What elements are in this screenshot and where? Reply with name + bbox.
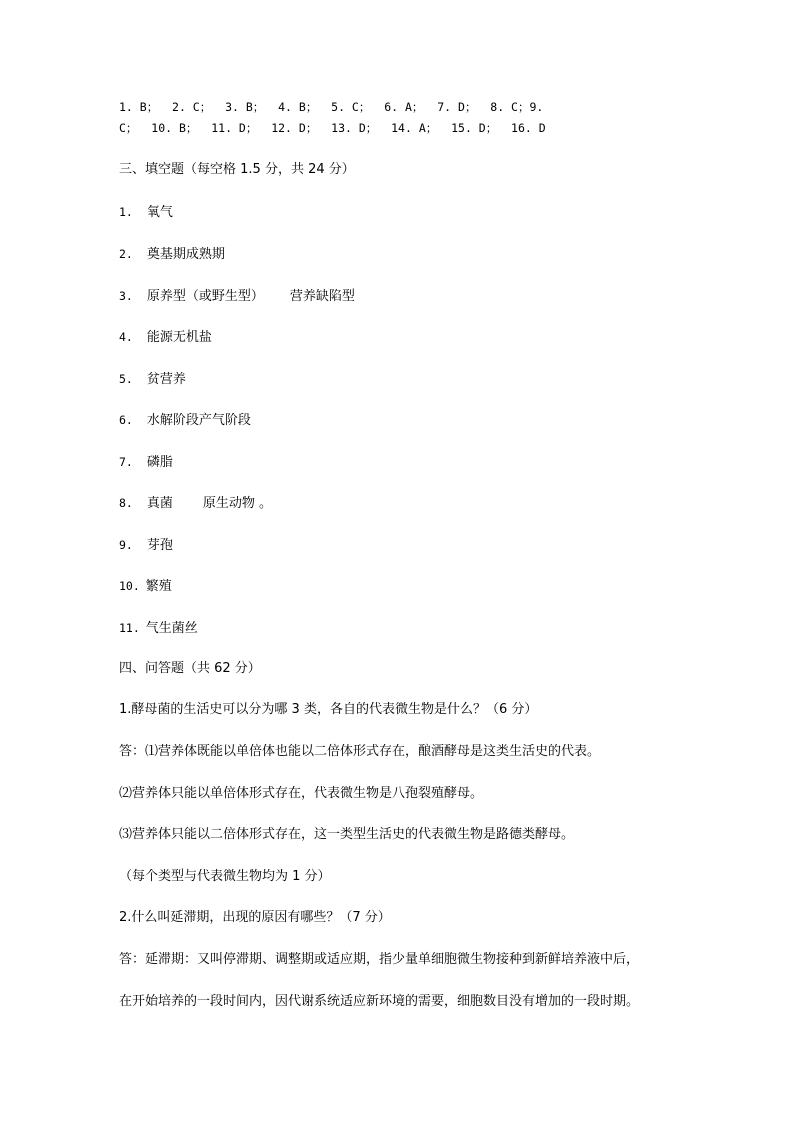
fill-item-number: 7.: [119, 455, 133, 469]
fill-item-8: [119, 494, 272, 513]
fill-item-number: 5.: [119, 372, 133, 386]
fill-item-answer: 奠基期成熟期: [146, 247, 225, 262]
fill-item-2: [119, 245, 225, 264]
q2-answer-line-1: 答：延滞期：又叫停滞期、调整期或适应期，指少量单细胞微生物接种到新鲜培养液中后，: [119, 952, 640, 967]
fill-item-11: [119, 619, 198, 638]
q2-answer-line-2: 在开始培养的一段时间内，因代谢系统适应新环境的需要，细胞数目没有增加的一段时期。: [119, 994, 640, 1009]
fill-item-1: [119, 203, 173, 222]
fill-item-6: [119, 411, 251, 430]
fill-item-number: 1.: [119, 205, 133, 219]
fill-item-number: 9.: [119, 538, 133, 552]
fill-item-answer: 芽孢: [146, 538, 173, 553]
fill-item-number: 11.: [119, 621, 140, 635]
fill-item-answer: 氧气: [146, 205, 173, 220]
q2-question: 2.什么叫延滞期，出现的原因有哪些？（7 分）: [119, 910, 391, 925]
fill-item-10: [119, 577, 172, 596]
fill-item-number: 4.: [119, 330, 133, 344]
fill-item-number: 2.: [119, 247, 133, 261]
fill-item-number: 10.: [119, 579, 140, 593]
section3-heading: 三、填空题（每空格 1.5 分，共 24 分）: [119, 162, 355, 177]
fill-item-answer: 繁殖: [145, 579, 172, 594]
section4-heading: 四、问答题（共 62 分）: [119, 661, 261, 676]
fill-item-answer: 水解阶段产气阶段: [146, 413, 251, 428]
fill-item-answer: 真菌: [146, 496, 173, 511]
q1-question: 1.酵母菌的生活史可以分为哪 3 类，各自的代表微生物是什么？（6 分）: [119, 702, 538, 717]
fill-item-9: [119, 536, 173, 555]
fill-item-3: [119, 287, 355, 306]
q1-scoring-note: （每个类型与代表微生物均为 1 分）: [119, 869, 331, 884]
fill-item-number: 6.: [119, 413, 133, 427]
q1-answer-line-2: ⑵营养体只能以单倍体形式存在，代表微生物是八孢裂殖酵母。: [119, 786, 484, 801]
q1-answer-line-1: 答：⑴营养体既能以单倍体也能以二倍体形式存在，酿酒酵母是这类生活史的代表。: [119, 744, 601, 759]
fill-item-answer: 原养型（或野生型）: [146, 289, 264, 304]
fill-item-answer: 能源无机盐: [146, 330, 212, 345]
fill-item-4: [119, 328, 212, 347]
q1-answer-line-3: ⑶营养体只能以二倍体形式存在，这一类型生活史的代表微生物是路德类酵母。: [119, 827, 575, 842]
fill-item-number: 8.: [119, 496, 133, 510]
fill-item-answer-2: 原生动物 。: [202, 496, 273, 511]
fill-item-5: [119, 370, 186, 389]
mc-answers-line-1: 1. B； 2. C； 3. B； 4. B； 5. C； 6. A； 7. D； 8. C；9.: [119, 100, 544, 114]
fill-item-answer: 贫营养: [146, 372, 186, 387]
mc-answers-line-2: C； 10. B； 11. D； 12. D； 13. D； 14. A； 15. D； 16. D: [119, 121, 546, 135]
fill-item-number: 3.: [119, 289, 133, 303]
fill-item-answer-2: 营养缺陷型: [289, 289, 355, 304]
fill-item-answer: 气生菌丝: [145, 621, 198, 636]
fill-item-7: [119, 453, 173, 472]
fill-item-answer: 磷脂: [146, 455, 173, 470]
